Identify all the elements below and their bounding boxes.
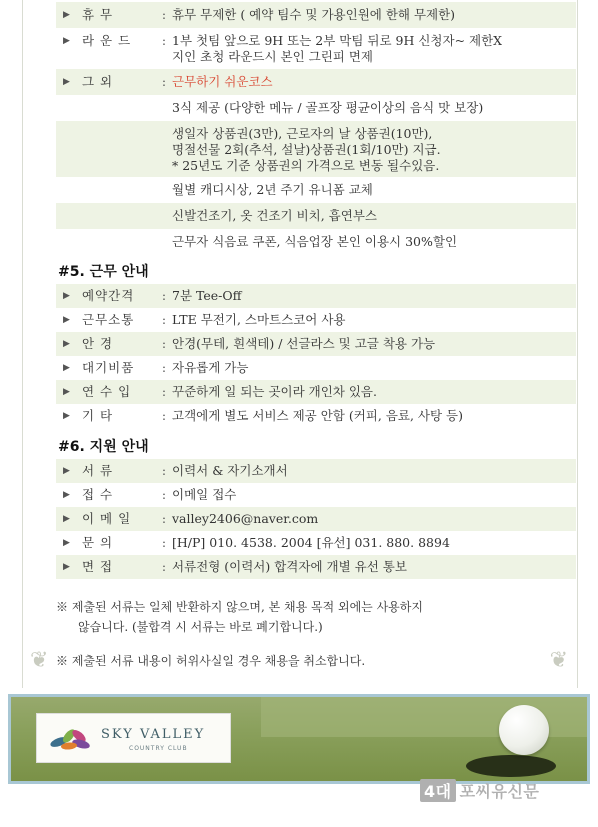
bullet-arrow-icon: ▶ [63, 562, 70, 572]
bullet-arrow-icon: ▶ [63, 76, 70, 87]
club-logo [36, 713, 231, 763]
bullet-arrow-icon: ▶ [63, 291, 70, 301]
bullet-arrow-icon: ▶ [63, 466, 70, 476]
bullet-arrow-icon: ▶ [63, 490, 70, 500]
row-value: 근무하기 쉬운코스 [172, 73, 273, 89]
row-value: 꾸준하게 일 되는 곳이라 개인차 있음. [172, 384, 377, 399]
note-line: 않습니다. (불합격 시 서류는 바로 폐기합니다.) [78, 619, 323, 634]
corner-flourish-right-icon: ❦ [549, 648, 568, 673]
row-label: 안 경 [82, 336, 114, 351]
info-row [56, 28, 576, 69]
row-colon: : [161, 33, 167, 48]
row-label: 문 의 [82, 535, 114, 550]
row-value: valley2406@naver.com [172, 511, 319, 526]
info-row [56, 380, 576, 404]
row-label: 기 타 [82, 408, 114, 423]
club-logo-name: SKY VALLEY [101, 727, 206, 742]
row-value: 안경(무테, 흰색테) / 선글라스 및 고글 착용 가능 [172, 336, 436, 351]
info-row [56, 507, 576, 531]
row-value: 고객에게 별도 서비스 제공 안함 (커피, 음료, 사탕 등) [172, 408, 463, 423]
row-colon: : [161, 73, 167, 89]
row-value: LTE 무전기, 스마트스코어 사용 [172, 312, 346, 327]
info-row [56, 555, 576, 579]
row-label: 면 접 [82, 559, 114, 574]
row-colon: : [161, 336, 167, 351]
row-value: 자유롭게 가능 [172, 360, 249, 375]
info-row [56, 404, 576, 428]
flower-logo-icon [49, 724, 93, 754]
info-row [56, 229, 576, 255]
work-info-list [56, 284, 576, 428]
row-colon: : [161, 360, 167, 375]
benefits-list [56, 2, 576, 255]
row-colon: : [161, 408, 167, 423]
row-value: 근무자 식음료 쿠폰, 식음업장 본인 이용시 30%할인 [172, 234, 458, 250]
info-row [56, 531, 576, 555]
application-info-list [56, 459, 576, 579]
row-value: 휴무 무제한 ( 예약 팀수 및 가용인원에 한해 무제한) [172, 7, 456, 22]
news-watermark [420, 779, 539, 802]
info-row [56, 177, 576, 203]
row-value: 서류전형 (이력서) 합격자에 개별 유선 통보 [172, 559, 407, 574]
club-logo-subtitle: COUNTRY CLUB [129, 745, 188, 752]
row-label: 서 류 [82, 463, 114, 478]
watermark-logo: 4대 [420, 779, 456, 802]
row-value: 이력서 & 자기소개서 [172, 463, 288, 478]
info-row [56, 332, 576, 356]
info-row [56, 69, 576, 95]
section6-title: #6. 지원 안내 [58, 439, 149, 455]
info-row [56, 308, 576, 332]
bullet-arrow-icon: ▶ [63, 10, 70, 20]
bullet-arrow-icon [56, 208, 82, 211]
row-colon: : [161, 463, 167, 478]
row-value: 월별 캐디시상, 2년 주기 유니폼 교체 [172, 182, 373, 198]
row-label: 예약간격 [82, 288, 135, 303]
row-colon: : [161, 288, 167, 303]
row-colon: : [161, 7, 167, 22]
bullet-arrow-icon: ▶ [63, 514, 70, 524]
row-label: 대기비품 [82, 360, 135, 375]
row-value: 생일자 상품권(3만), 근로자의 날 상품권(10만), 명절선물 2회(추석, 설날)상품권(1회/10만) 지급. * 25년도 기준 상품권의 가격으로 변동 될수있음. [172, 125, 441, 173]
golf-ball [499, 705, 549, 755]
row-label: 그 외 [82, 73, 114, 89]
info-row [56, 2, 576, 28]
row-value: 3식 제공 (다양한 메뉴 / 골프장 평균이상의 음식 맛 보장) [172, 99, 484, 115]
row-colon: : [161, 559, 167, 574]
row-colon: : [161, 535, 167, 550]
note-line: ※ 제출된 서류 내용이 허위사실일 경우 채용을 취소합니다. [56, 653, 366, 668]
row-value: [H/P] 010. 4538. 2004 [유선] 031. 880. 8894 [172, 535, 450, 550]
row-label: 이 메 일 [82, 511, 132, 526]
golf-hole [466, 755, 556, 777]
info-row [56, 203, 576, 229]
bullet-arrow-icon: ▶ [63, 387, 70, 397]
bullet-arrow-icon: ▶ [63, 411, 70, 421]
row-colon: : [161, 312, 167, 327]
row-colon: : [161, 384, 167, 399]
bullet-arrow-icon: ▶ [63, 363, 70, 373]
bullet-arrow-icon: ▶ [63, 538, 70, 548]
row-colon: : [161, 487, 167, 502]
row-label: 라 운 드 [82, 33, 132, 48]
banner-image [8, 694, 590, 784]
info-row [56, 95, 576, 121]
row-value: 이메일 접수 [172, 487, 237, 502]
info-row [56, 356, 576, 380]
note-line: ※ 제출된 서류는 일체 반환하지 않으며, 본 채용 목적 외에는 사용하지 [56, 600, 423, 614]
row-label: 휴 무 [82, 7, 114, 22]
row-label: 근무소통 [82, 312, 135, 327]
info-row [56, 459, 576, 483]
bullet-arrow-icon [56, 182, 82, 185]
info-row [56, 121, 576, 178]
row-label: 연 수 입 [82, 384, 132, 399]
bullet-arrow-icon [56, 126, 82, 129]
info-row [56, 284, 576, 308]
row-value: 1부 첫팀 앞으로 9H 또는 2부 막팀 뒤로 9H 신청자~ 제한X 지인 초청 라운드시 본인 그린피 면제 [172, 33, 503, 65]
section5-title: #5. 근무 안내 [58, 264, 149, 280]
bullet-arrow-icon: ▶ [63, 36, 70, 46]
notes [56, 598, 556, 671]
watermark-text: 포씨유신문 [459, 782, 540, 801]
info-row [56, 483, 576, 507]
bullet-arrow-icon: ▶ [63, 339, 70, 349]
bullet-arrow-icon: ▶ [63, 315, 70, 325]
row-label: 접 수 [82, 487, 114, 502]
row-value: 신발건조기, 옷 건조기 비치, 흡연부스 [172, 208, 377, 224]
bullet-arrow-icon [56, 234, 82, 237]
row-value: 7분 Tee-Off [172, 288, 242, 303]
corner-flourish-left-icon: ❦ [30, 648, 49, 673]
row-colon: : [161, 511, 167, 526]
bullet-arrow-icon [56, 100, 82, 103]
